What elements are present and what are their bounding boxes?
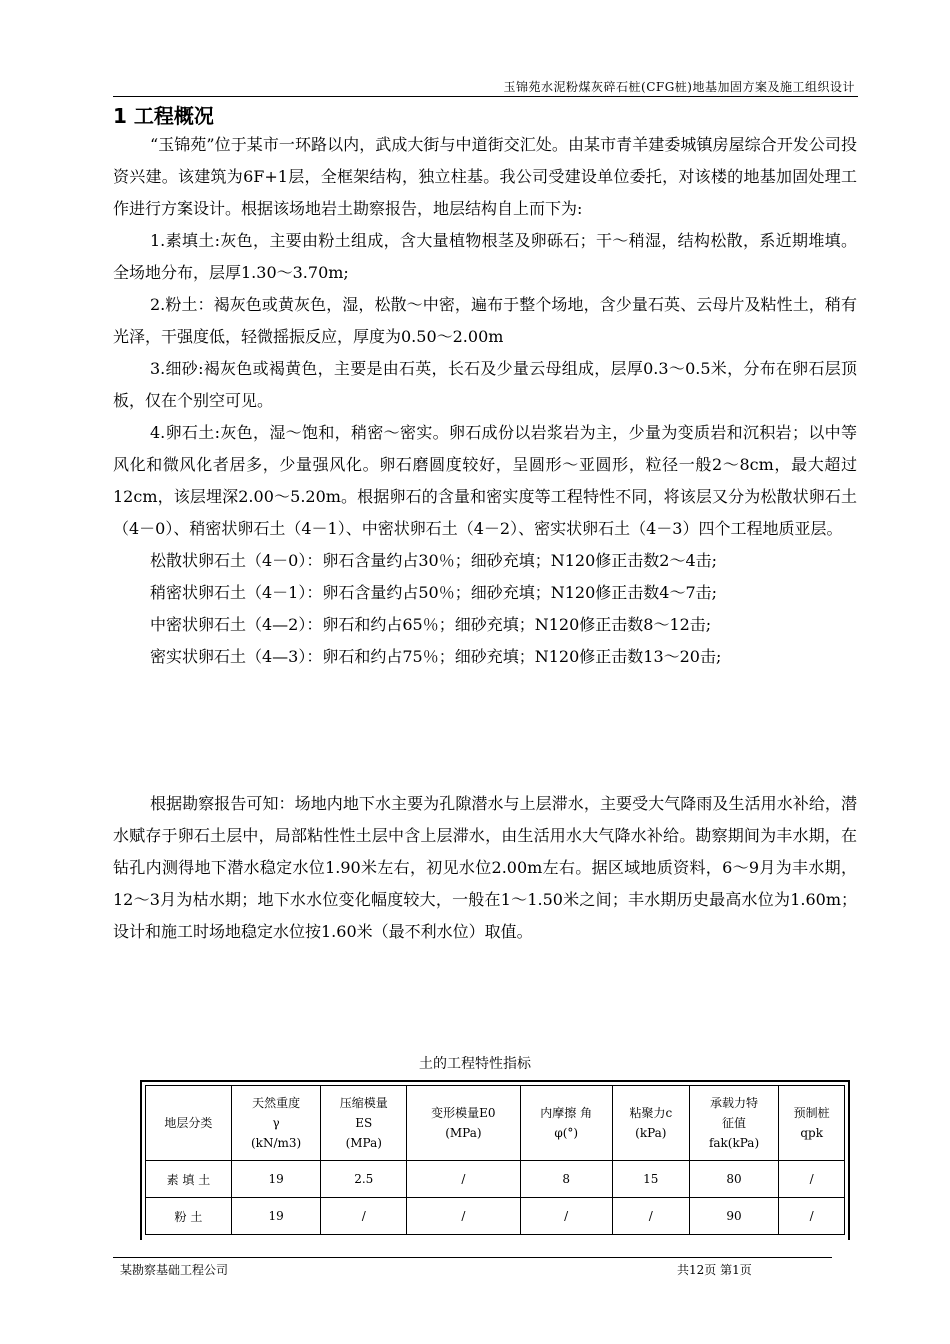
table-cell: /: [520, 1198, 612, 1235]
footer-company: 某勘察基础工程公司: [120, 1263, 229, 1277]
overview-body: [113, 129, 857, 673]
table-cell: 80: [689, 1161, 779, 1198]
sublayer-4-0: 松散状卵石土（4－0）：卵石含量约占30％；细砂充填；N120修正击数2～4击;: [150, 551, 718, 570]
soil-properties-table-frame: [140, 1080, 850, 1240]
paragraph-layer-1: 1.素填土:灰色，主要由粉土组成，含大量植物根茎及卵砾石；干～稍湿，结构松散，系近期堆填。全场地分布，层厚1.30～3.70m;: [113, 231, 857, 282]
paragraph-layer-4: 4.卵石土:灰色，湿～饱和，稍密～密实。卵石成份以岩浆岩为主，少量为变质岩和沉积岩；以中等风化和微风化者居多，少量强风化。卵石磨圆度较好，呈圆形～亚圆形，粒径一般2～8cm，最大超过12cm，该层埋深2.00～5.20m。根据卵石的含量和密实度等工程特性不同，将该层又分为松散状卵石土（4－0）、稍密状卵石土（4－1）、中密状卵石土（4－2）、密实状卵石土（4－3）四个工程地质亚层。: [113, 423, 857, 538]
header-line: 地层分类: [164, 1116, 213, 1130]
paragraph-layer-3: 3.细砂:褐灰色或褐黄色，主要是由石英，长石及少量云母组成，层厚0.3～0.5米，分布在卵石层顶板，仅在个别空可见。: [113, 359, 857, 410]
header-line: 变形模量E0: [431, 1106, 496, 1120]
header-friction-angle: [520, 1086, 612, 1161]
header-line: 征值: [722, 1116, 747, 1130]
footer-page-number: 共12页 第1页: [677, 1263, 752, 1277]
paragraph-intro: “玉锦苑”位于某市一环路以内，武成大街与中道街交汇处。由某市青羊建委城镇房屋综合开发公司投资兴建。该建筑为6F+1层，全框架结构，独立柱基。我公司受建设单位委托，对该楼的地基加固处理工作进行方案设计。根据该场地岩土勘察报告，地层结构自上而下为:: [113, 135, 857, 218]
sublayer-4-1: 稍密状卵石土（4－1）：卵石含量约占50％；细砂充填；N120修正击数4～7击;: [150, 583, 718, 602]
section-title: 1 工程概况: [113, 104, 214, 128]
header-line: γ: [272, 1116, 280, 1130]
table-cell: 15: [612, 1161, 689, 1198]
header-deformation-modulus: [407, 1086, 520, 1161]
table-cell: /: [779, 1198, 845, 1235]
table-cell: 素 填 土: [146, 1161, 232, 1198]
table-cell: 19: [231, 1161, 321, 1198]
table-header-row: [146, 1086, 845, 1161]
header-line: 天然重度: [252, 1096, 301, 1110]
table-row: [146, 1198, 845, 1235]
page-header-title: 玉锦苑水泥粉煤灰碎石桩(CFG桩)地基加固方案及施工组织设计: [503, 80, 855, 94]
header-bearing-capacity: [689, 1086, 779, 1161]
header-line: 压缩模量: [339, 1096, 388, 1110]
table-cell: 粉 土: [146, 1198, 232, 1235]
header-divider: [113, 96, 858, 97]
header-cohesion: [612, 1086, 689, 1161]
header-line: 粘聚力c: [629, 1106, 673, 1120]
header-line: 承载力特: [710, 1096, 759, 1110]
table-row: [146, 1161, 845, 1198]
paragraph-groundwater: 根据勘察报告可知：场地内地下水主要为孔隙潜水与上层滞水，主要受大气降雨及生活用水补给，潜水赋存于卵石土层中，局部粘性性土层中含上层滞水，由生活用水大气降水补给。勘察期间为丰水期，在钻孔内测得地下潜水稳定水位1.90米左右，初见水位2.00m左右。据区域地质资料，6～9月为丰水期，12～3月为枯水期；地下水水位变化幅度较大，一般在1～1.50米之间；丰水期历史最高水位为1.60m；设计和施工时场地稳定水位按1.60米（最不利水位）取值。: [113, 794, 857, 941]
footer-divider: [113, 1257, 832, 1258]
header-precast-pile: [779, 1086, 845, 1161]
table-caption: 土的工程特性指标: [419, 1056, 531, 1072]
header-line: 预制桩: [793, 1106, 830, 1120]
table-cell: 8: [520, 1161, 612, 1198]
table-cell: /: [407, 1161, 520, 1198]
sublayer-4-3: 密实状卵石土（4—3）：卵石和约占75％；细砂充填；N120修正击数13～20击;: [150, 647, 722, 666]
header-line: (kPa): [635, 1126, 667, 1140]
paragraph-layer-2: 2.粉土：褐灰色或黄灰色，湿，松散～中密，遍布于整个场地，含少量石英、云母片及粘性土，稍有光泽，干强度低，轻微摇振反应，厚度为0.50～2.00m: [113, 295, 857, 346]
header-line: 内摩擦 角: [540, 1106, 593, 1120]
header-line: fak(kPa): [708, 1136, 760, 1150]
table-cell: /: [612, 1198, 689, 1235]
header-line: qpk: [800, 1126, 823, 1140]
header-line: (MPa): [345, 1136, 382, 1150]
header-layer: [146, 1086, 232, 1161]
header-compression-modulus: [321, 1086, 407, 1161]
header-line: (MPa): [445, 1126, 482, 1140]
groundwater-body: [113, 788, 857, 948]
table-cell: /: [407, 1198, 520, 1235]
header-line: φ(°): [554, 1126, 579, 1140]
sublayer-4-2: 中密状卵石土（4—2）：卵石和约占65％；细砂充填；N120修正击数8～12击;: [150, 615, 712, 634]
table-cell: 2.5: [321, 1161, 407, 1198]
table-cell: 90: [689, 1198, 779, 1235]
table-cell: 19: [231, 1198, 321, 1235]
header-unit-weight: [231, 1086, 321, 1161]
header-line: (kN/m3): [250, 1136, 302, 1150]
soil-properties-table: [145, 1085, 845, 1235]
table-cell: /: [321, 1198, 407, 1235]
table-cell: /: [779, 1161, 845, 1198]
header-line: ES: [355, 1116, 373, 1130]
